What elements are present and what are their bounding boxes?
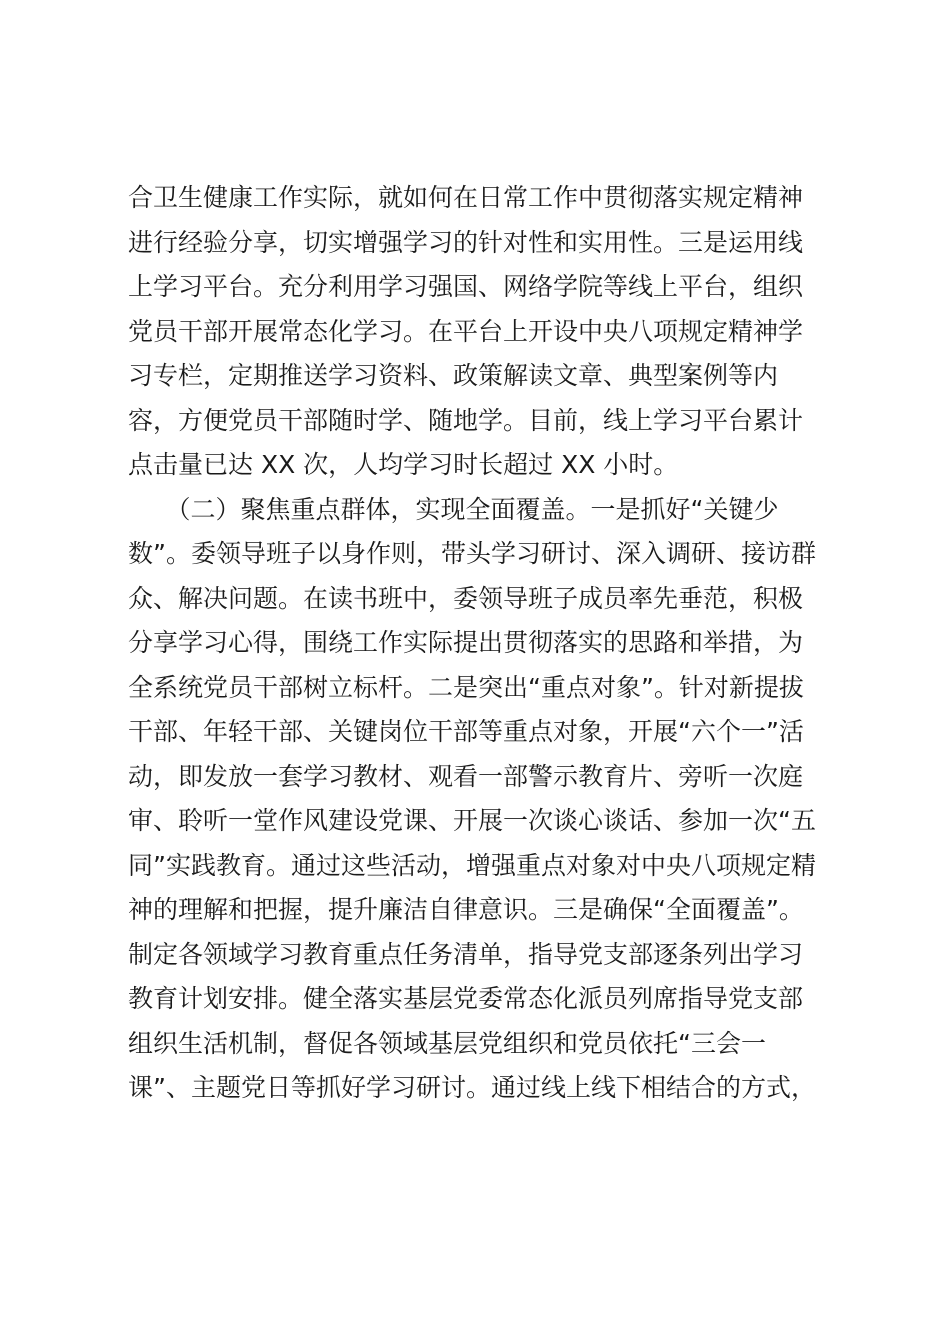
text-line: 点击量已达 XX 次，人均学习时长超过 XX 小时。 xyxy=(128,450,679,479)
body-text xyxy=(128,176,828,1111)
text-line: 教育计划安排。健全落实基层党委常态化派员列席指导党支部 xyxy=(128,984,804,1013)
text-line: 上学习平台。充分利用学习强国、网络学院等线上平台，组织 xyxy=(128,272,804,301)
text-line: 分享学习心得，围绕工作实际提出贯彻落实的思路和举措，为 xyxy=(128,628,804,657)
text-line: 组织生活机制，督促各领域基层党组织和党员依托“三会一 xyxy=(128,1028,766,1058)
text-line: 全系统党员干部树立标杆。二是突出“重点对象”。针对新提拔 xyxy=(128,672,804,702)
section-heading-line: （二）聚焦重点群体，实现全面覆盖。一是抓好“关键少 xyxy=(128,494,779,524)
text-line: 课”、主题党日等抓好学习研讨。通过线上线下相结合的方式， xyxy=(128,1073,816,1102)
text-line: 动，即发放一套学习教材、观看一部警示教育片、旁听一次庭 xyxy=(128,761,804,791)
text-line: 审、聆听一堂作风建设党课、开展一次谈心谈话、参加一次“五 xyxy=(128,806,816,835)
text-line: 习专栏，定期推送学习资料、政策解读文章、典型案例等内 xyxy=(128,361,779,390)
text-line: 数”。委领导班子以身作则，带头学习研讨、深入调研、接访群 xyxy=(128,539,816,568)
text-line: 干部、年轻干部、关键岗位干部等重点对象，开展“六个一”活 xyxy=(128,717,804,746)
text-line: 党员干部开展常态化学习。在平台上开设中央八项规定精神学 xyxy=(128,316,804,346)
text-line: 众、解决问题。在读书班中，委领导班子成员率先垂范，积极 xyxy=(128,583,804,613)
text-line: 同”实践教育。通过这些活动，增强重点对象对中央八项规定精 xyxy=(128,850,816,880)
text-line: 合卫生健康工作实际，就如何在日常工作中贯彻落实规定精神 xyxy=(128,183,804,212)
text-line: 神的理解和把握，提升廉洁自律意识。三是确保“全面覆盖”。 xyxy=(128,895,804,924)
text-line: 容，方便党员干部随时学、随地学。目前，线上学习平台累计 xyxy=(128,405,804,435)
text-line: 进行经验分享，切实增强学习的针对性和实用性。三是运用线 xyxy=(128,227,804,257)
text-line: 制定各领域学习教育重点任务清单，指导党支部逐条列出学习 xyxy=(128,939,804,969)
